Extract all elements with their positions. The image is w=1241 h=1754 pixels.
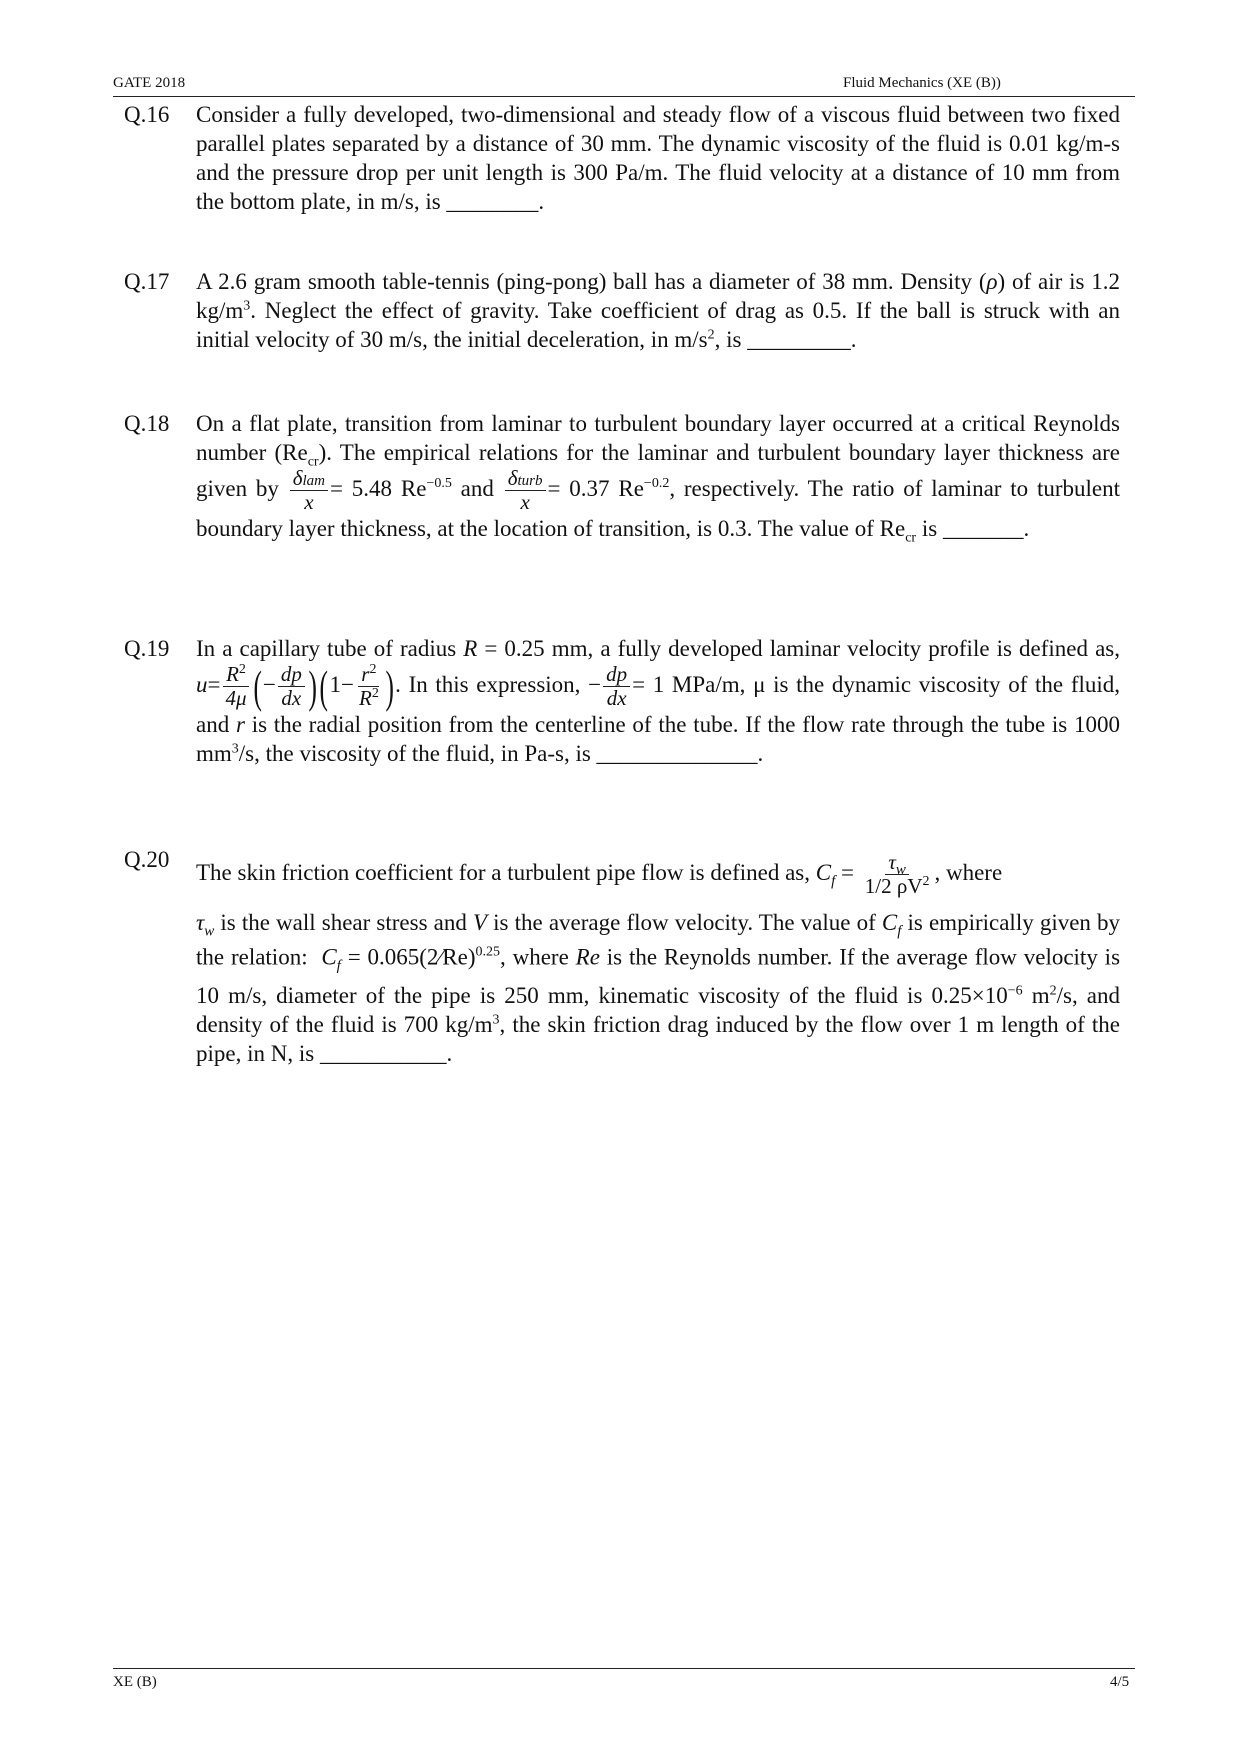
q18-text-1: On a flat plate, transition from laminar to turbulent boundary layer occurred at a critical Reynolds number (Re: [196, 411, 1120, 465]
dx: dx: [281, 686, 302, 711]
q17-text-3: . Neglect the effect of gravity. Take coefficient of drag as 0.5. If the ball is struck with an initial velocity of 30 m/s, the initial deceleration, in m/s: [196, 298, 1120, 352]
x-symbol: x: [520, 490, 530, 515]
footer-rule: [113, 1668, 1135, 1669]
q18-text-2: ). The empirical relations for the laminar and turbulent boundary layer thickness are given by: [196, 440, 1121, 501]
delta-turb-fraction: [505, 467, 546, 514]
q19-text: [196, 634, 1120, 768]
C-symbol: C: [321, 944, 337, 970]
superscript: 3: [231, 741, 239, 757]
superscript: 2: [369, 662, 377, 677]
minus: −: [588, 671, 602, 697]
R2-over-4mu: [222, 663, 249, 710]
header-left: GATE 2018: [113, 75, 186, 91]
q20-text-10: /s, and density of the fluid is 700 kg/m: [196, 983, 1120, 1038]
q20-text-8: is the Reynolds number. If the average flow velocity is 10 m/s, diameter of the pipe is 250 mm, kinematic viscosity of the fluid is 0.25×10: [196, 944, 1121, 1009]
q20-text-1: The skin friction coefficient for a turbulent pipe flow is defined as,: [196, 859, 810, 885]
two-over: 2⁄: [426, 944, 443, 970]
dp: dp: [280, 662, 302, 686]
superscript: 2: [371, 686, 379, 702]
dp-dx-fraction: [278, 663, 305, 710]
tau-over-half-rho-V2: [862, 851, 933, 898]
subscript: cr: [307, 454, 319, 470]
page-number: 4/5: [1110, 1674, 1130, 1690]
paren-open: (: [252, 660, 262, 712]
and-word: and: [460, 475, 494, 501]
w-subscript: w: [204, 923, 215, 940]
R-symbol: R: [226, 662, 239, 686]
question-number: Q.20: [124, 847, 170, 872]
q16-text: Consider a fully developed, two-dimensional and steady flow of a viscous fluid between two fixed parallel plates separated by a distance of 30 mm. The dynamic viscosity of the fluid is 0.01 kg/m-s and the pressure drop per unit length is 300 Pa/m. The fluid velocity at a distance of 10 mm from the bottom plate, in m/s, is ________.: [196, 102, 1120, 214]
four-mu: 4μ: [225, 686, 247, 711]
q20-text-11: , the skin friction drag induced by the flow over 1 m length of the pipe, in N, is ___________.: [196, 1012, 1120, 1067]
q20-text-7: , where: [500, 944, 569, 970]
superscript: 2: [1049, 983, 1057, 999]
r-symbol: r: [235, 712, 245, 738]
equals: =: [841, 859, 854, 885]
q18-text: [196, 409, 1121, 546]
C-symbol: C: [881, 910, 898, 936]
exponent: 0.25: [475, 944, 500, 960]
question-text: [196, 634, 1120, 768]
rho-symbol: ρ: [986, 269, 998, 294]
one-minus: 1−: [329, 671, 354, 697]
question-text: [196, 409, 1121, 546]
q17-text: [196, 267, 1120, 354]
r2-over-R2: [356, 663, 382, 710]
q20-text-2: , where: [934, 859, 1003, 885]
q20-text-4: is the average flow velocity. The value of: [493, 910, 876, 936]
Re-symbol: Re: [575, 944, 600, 970]
Re: Re: [442, 944, 468, 970]
delta-lam-fraction: [290, 467, 328, 514]
half-rho-V: 1/2 ρV: [864, 874, 923, 899]
header-right: Fluid Mechanics (XE (B)): [843, 75, 1001, 91]
paren-close: ): [385, 660, 394, 712]
tau-symbol: τ: [888, 850, 896, 874]
dp-dx-fraction: [603, 663, 630, 710]
superscript: 3: [243, 298, 251, 314]
lam-subscript: lam: [302, 473, 326, 489]
q20-text: [196, 851, 1120, 1068]
q19-text-5: is the radial position from the centerline of the tube. If the flow rate through the tube is 1000 mm: [196, 712, 1121, 767]
equals: =: [207, 671, 221, 697]
f-subscript: f: [336, 958, 341, 975]
question-text: [196, 267, 1120, 354]
q20-text-6: = 0.065(: [347, 944, 427, 970]
superscript: 3: [492, 1012, 500, 1028]
dx: dx: [606, 686, 627, 711]
footer-left: XE (B): [113, 1674, 157, 1690]
q19-text-2: = 0.25 mm, a fully developed laminar velocity profile is defined as,: [484, 636, 1120, 661]
q18-text-4: is _______.: [916, 516, 1030, 542]
f-subscript: f: [897, 923, 902, 940]
q17-text-2: ) of air is 1.2 kg/m: [196, 269, 1121, 323]
q18-text-3: , respectively. The ratio of laminar to turbulent boundary layer thickness, at the location of transition, is 0.3. The value of Re: [196, 475, 1121, 542]
w-subscript: w: [895, 862, 906, 879]
q19-text-1: In a capillary tube of radius: [196, 636, 457, 661]
subscript: cr: [905, 530, 917, 546]
x-symbol: x: [304, 490, 314, 515]
superscript: 2: [922, 874, 930, 890]
paren-close: ): [467, 944, 476, 970]
q20-text-9: m: [1022, 983, 1050, 1009]
eq-laminar: = 5.48 Re: [330, 475, 427, 501]
q19-text-3: . In this expression,: [395, 671, 581, 697]
eq-turbulent: = 0.37 Re: [547, 475, 644, 501]
question-text: [196, 100, 1120, 216]
q20-text-3: is the wall shear stress and: [220, 910, 467, 936]
V-symbol: V: [472, 910, 488, 936]
paren-open: (: [319, 660, 329, 712]
exponent: −0.2: [643, 476, 670, 492]
question-text: [196, 851, 1120, 1068]
header-rule: [113, 96, 1135, 97]
superscript: −6: [1007, 983, 1023, 999]
question-number: Q.17: [124, 269, 170, 294]
question-number: Q.16: [124, 102, 170, 127]
question-number: Q.19: [124, 636, 170, 661]
q20-text-5: is empirically given by the relation:: [196, 910, 1121, 970]
u-symbol: u: [196, 671, 208, 697]
exponent: −0.5: [426, 476, 452, 492]
q17-text-4: , is _________.: [714, 327, 857, 352]
delta-symbol: δ: [507, 466, 518, 490]
R-symbol: R: [358, 686, 372, 711]
f-subscript: f: [831, 873, 836, 890]
superscript: 2: [707, 327, 715, 343]
q17-text-1: A 2.6 gram smooth table-tennis (ping-pong) ball has a diameter of 38 mm. Density (: [196, 269, 987, 294]
dp: dp: [606, 662, 628, 686]
paren-close: ): [308, 660, 317, 712]
question-number: Q.18: [124, 411, 170, 436]
superscript: 2: [238, 662, 246, 677]
q19-text-4: = 1 MPa/m, μ is the dynamic viscosity of the fluid, and: [196, 671, 1121, 738]
minus: −: [262, 671, 276, 697]
q19-text-6: /s, the viscosity of the fluid, in Pa-s, is ______________.: [238, 741, 764, 767]
delta-symbol: δ: [292, 466, 303, 490]
tau-symbol: τ: [196, 910, 205, 936]
turb-subscript: turb: [517, 473, 543, 489]
spacer: [196, 898, 1120, 908]
C-symbol: C: [815, 859, 832, 885]
R-symbol: R: [463, 636, 478, 661]
r-symbol: r: [361, 662, 370, 686]
